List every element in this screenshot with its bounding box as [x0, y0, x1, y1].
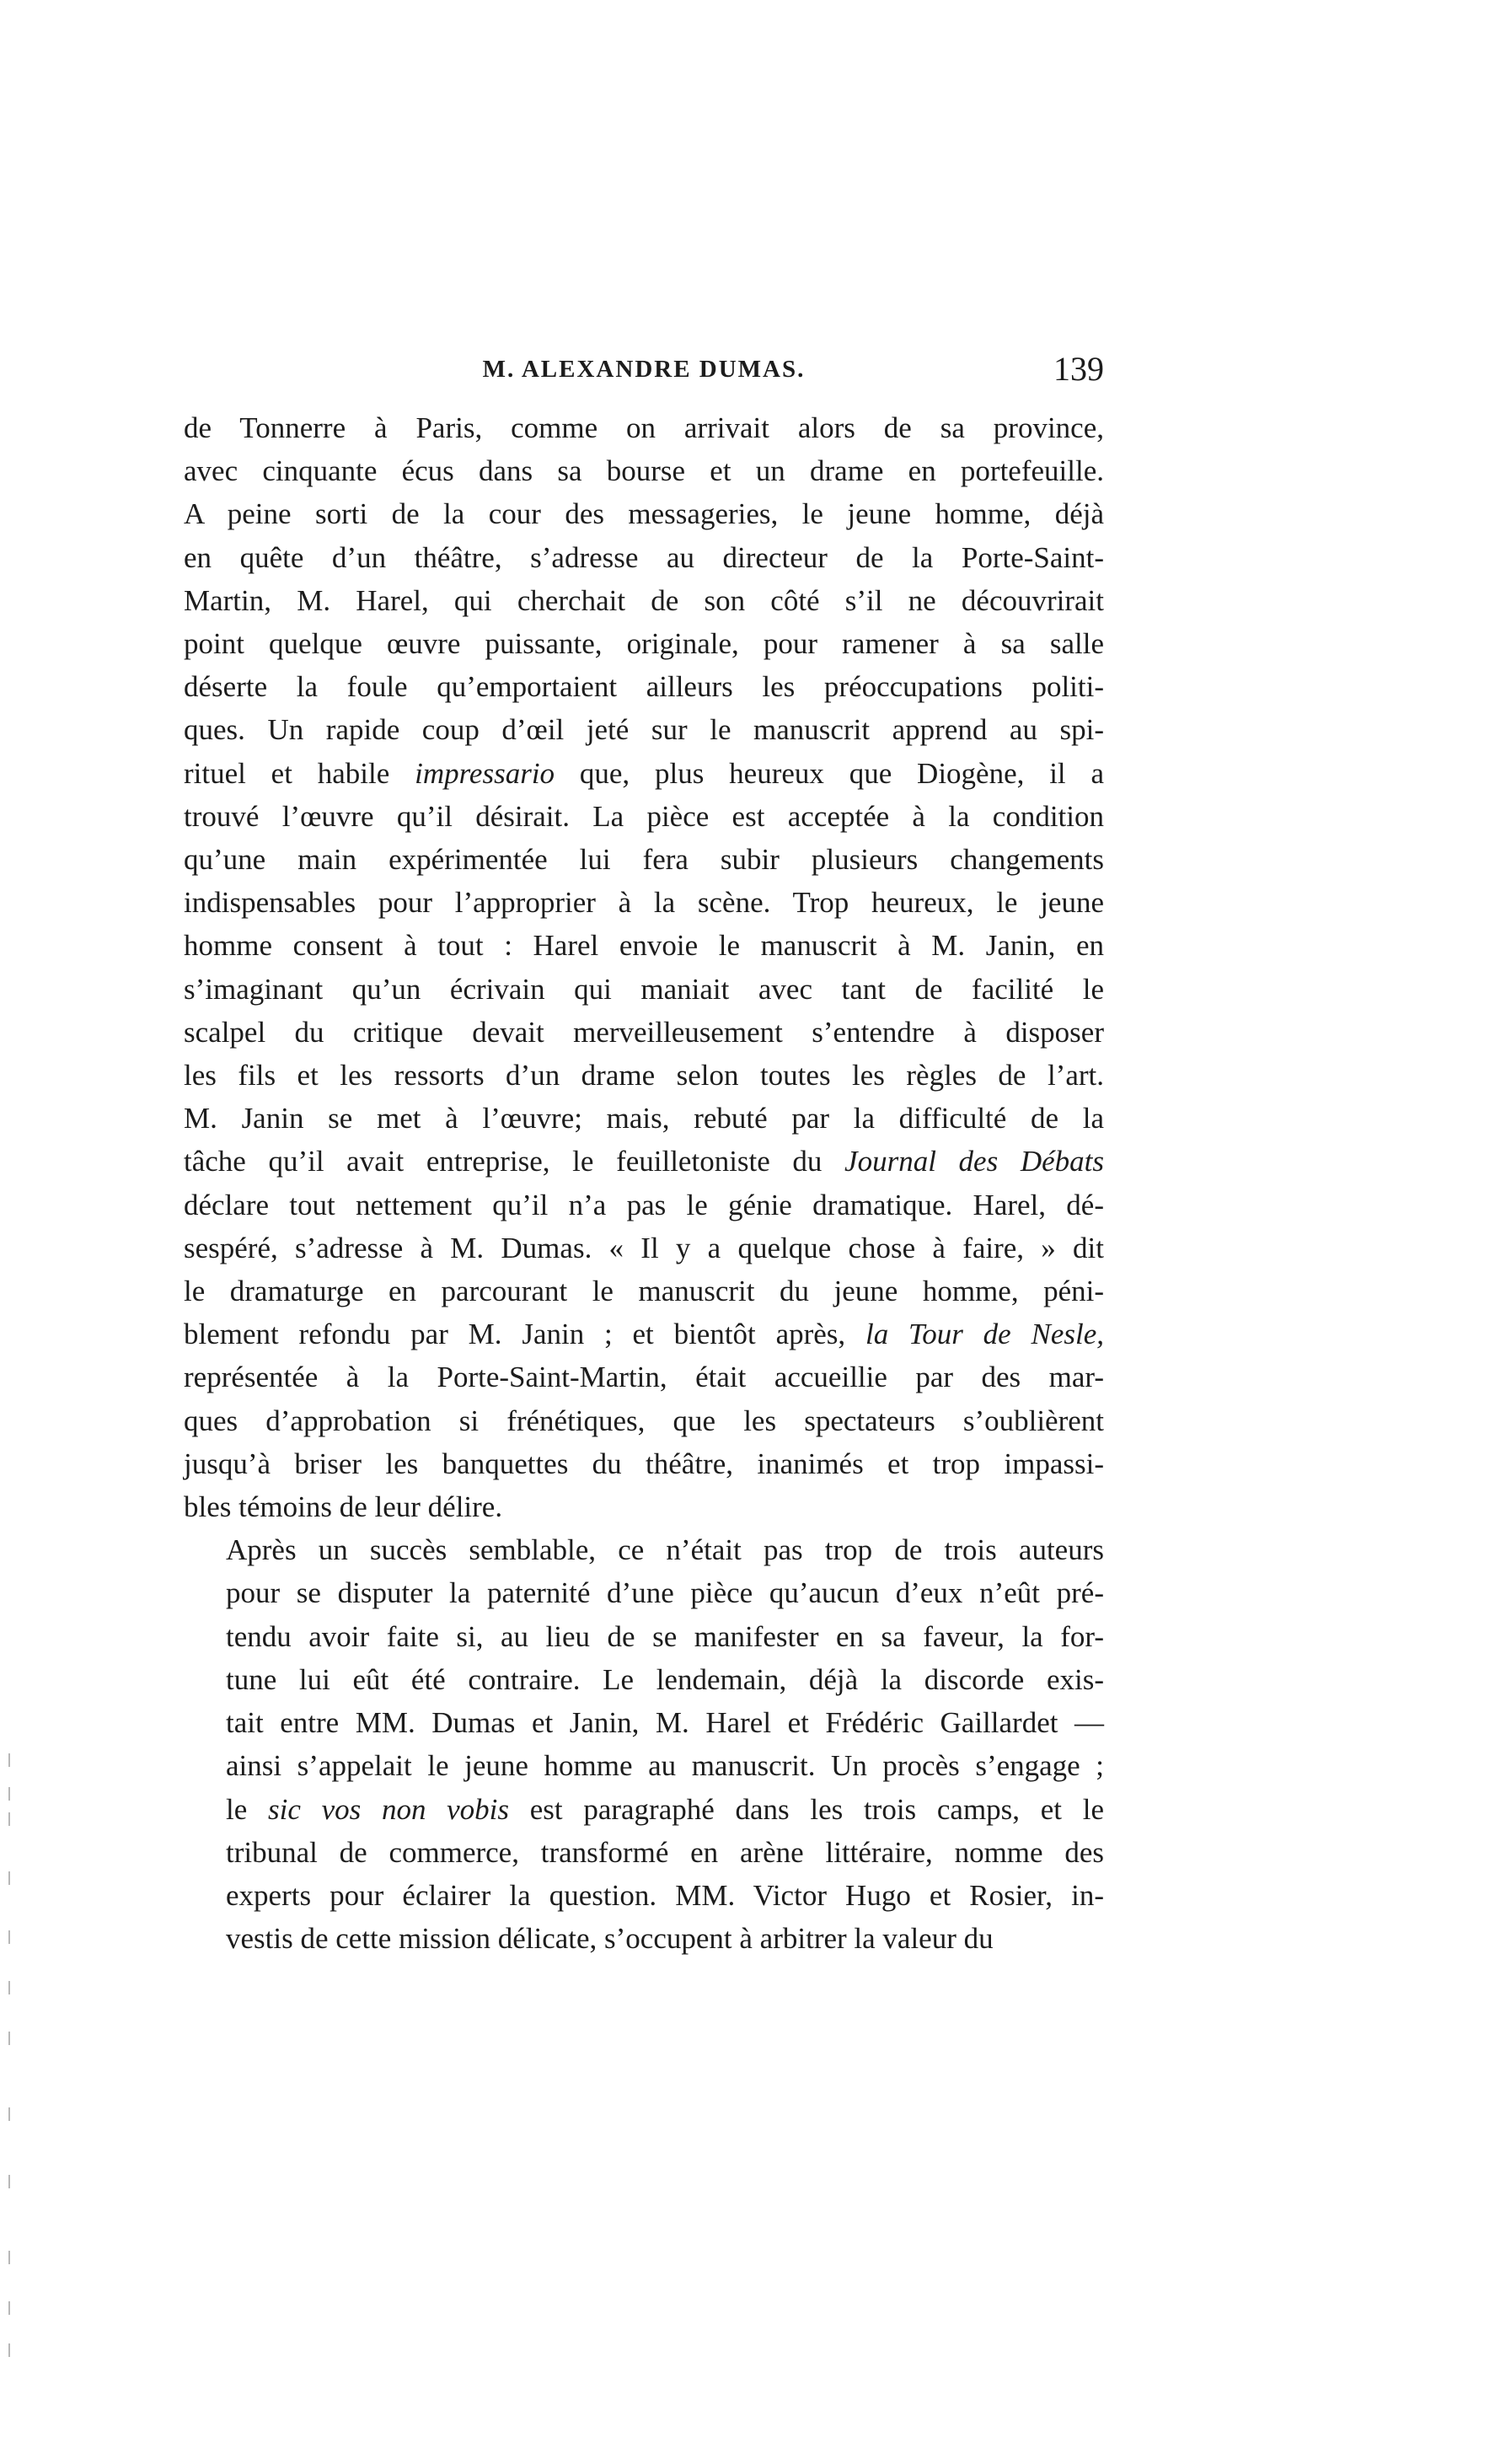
text-line	[184, 708, 1104, 751]
text-line	[184, 1744, 1104, 1787]
text-line	[184, 449, 1104, 492]
text-run: que, plus heureux que Diogène, il a	[555, 756, 1104, 790]
text-line	[184, 1528, 1104, 1571]
text-line	[184, 1399, 1104, 1442]
text-line	[184, 838, 1104, 881]
text-run: Après un succès semblable, ce n’était pas trop de trois auteurs	[226, 1533, 1104, 1567]
text-line	[184, 1227, 1104, 1270]
text-line	[184, 1355, 1104, 1398]
text-line	[184, 752, 1104, 795]
running-head	[184, 349, 1104, 400]
text-line	[184, 536, 1104, 579]
text-run: trouvé l’œuvre qu’il désirait. La pièce est acceptée à la condition	[184, 799, 1104, 833]
book-page	[184, 349, 1104, 1960]
italic-text: sic vos non vobis	[267, 1792, 510, 1826]
text-run: pour se disputer la paternité d’une pièce qu’aucun d’eux n’eût pré-	[226, 1576, 1104, 1610]
scan-mark	[8, 2175, 10, 2188]
text-run: ainsi s’appelait le jeune homme au manuscrit. Un procès s’engage ;	[226, 1749, 1104, 1783]
text-run: déserte la foule qu’emportaient ailleurs les préoccupations politi-	[184, 670, 1104, 704]
text-line	[184, 1615, 1104, 1658]
text-run: tribunal de commerce, transformé en arène littéraire, nomme des	[226, 1835, 1104, 1869]
text-line	[184, 1184, 1104, 1227]
text-line	[184, 665, 1104, 708]
text-run: vestis de cette mission délicate, s’occupent à arbitrer la valeur du	[226, 1922, 994, 1956]
scan-mark	[8, 1753, 10, 1767]
text-run: blement refondu par M. Janin ; et bientôt après,	[184, 1318, 865, 1351]
scan-mark	[8, 1981, 10, 1994]
running-head-title: M. ALEXANDRE DUMAS.	[482, 356, 806, 383]
text-line	[184, 968, 1104, 1011]
scan-mark	[8, 1787, 10, 1801]
text-run: le	[226, 1792, 268, 1826]
text-run: indispensables pour l’approprier à la scène. Trop heureux, le jeune	[184, 886, 1104, 920]
scan-mark	[8, 1930, 10, 1944]
text-run: tendu avoir faite si, au lieu de se manifester en sa faveur, la for-	[226, 1619, 1104, 1653]
scan-mark	[8, 2301, 10, 2315]
italic-text: la Tour de Nesle,	[865, 1318, 1105, 1351]
text-run: Martin, M. Harel, qui cherchait de son côté s’il ne découvrirait	[184, 583, 1104, 617]
text-run: est paragraphé dans les trois camps, et le	[509, 1792, 1104, 1826]
text-line	[184, 579, 1104, 622]
text-run: le dramaturge en parcourant le manuscrit du jeune homme, péni-	[184, 1275, 1104, 1308]
body-text	[184, 406, 1104, 1960]
italic-text: Journal des Débats	[844, 1145, 1104, 1178]
text-run: experts pour éclairer la question. MM. Victor Hugo et Rosier, in-	[226, 1878, 1104, 1912]
scan-mark	[8, 2251, 10, 2264]
text-line	[184, 1831, 1104, 1874]
scan-mark	[8, 1812, 10, 1826]
scan-mark	[8, 2032, 10, 2045]
scan-mark	[8, 2343, 10, 2357]
text-line	[184, 1701, 1104, 1744]
text-run: avec cinquante écus dans sa bourse et un drame en portefeuille.	[184, 454, 1104, 488]
text-line	[184, 1658, 1104, 1701]
text-line	[184, 1011, 1104, 1054]
text-line	[184, 1054, 1104, 1097]
text-line	[184, 1874, 1104, 1917]
text-run: rituel et habile	[184, 756, 415, 790]
italic-text: impressario	[415, 756, 555, 790]
scan-margin-marks	[8, 1753, 12, 2360]
paragraph	[184, 406, 1104, 1528]
text-run: tune lui eût été contraire. Le lendemain, déjà la discorde exis-	[226, 1662, 1104, 1696]
text-line	[184, 1097, 1104, 1140]
text-run: M. Janin se met à l’œuvre; mais, rebuté par la difficulté de la	[184, 1102, 1104, 1135]
scan-mark	[8, 2107, 10, 2121]
scan-mark	[8, 1871, 10, 1885]
text-line	[184, 795, 1104, 838]
text-run: de Tonnerre à Paris, comme on arrivait alors de sa province,	[184, 411, 1104, 444]
text-run: qu’une main expérimentée lui fera subir plusieurs changements	[184, 843, 1104, 877]
text-run: tait entre MM. Dumas et Janin, M. Harel et Frédéric Gaillardet —	[226, 1706, 1104, 1740]
text-line	[184, 622, 1104, 665]
text-line	[184, 924, 1104, 967]
text-line	[184, 1917, 1104, 1960]
text-line	[184, 1270, 1104, 1313]
text-run: A peine sorti de la cour des messageries, le jeune homme, déjà	[184, 497, 1104, 531]
text-run: s’imaginant qu’un écrivain qui maniait avec tant de facilité le	[184, 972, 1104, 1006]
text-line	[184, 492, 1104, 535]
text-run: en quête d’un théâtre, s’adresse au directeur de la Porte-Saint-	[184, 540, 1104, 574]
text-run: déclare tout nettement qu’il n’a pas le génie dramatique. Harel, dé-	[184, 1188, 1104, 1221]
text-line	[184, 1571, 1104, 1614]
text-run: ques. Un rapide coup d’œil jeté sur le manuscrit apprend au spi-	[184, 713, 1104, 747]
text-line	[184, 1140, 1104, 1183]
text-line	[184, 881, 1104, 924]
text-line	[184, 1442, 1104, 1485]
text-line	[184, 1788, 1104, 1831]
text-run: bles témoins de leur délire.	[184, 1490, 503, 1524]
text-run: scalpel du critique devait merveilleusement s’entendre à disposer	[184, 1015, 1104, 1049]
text-line	[184, 1313, 1104, 1355]
text-line	[184, 1485, 1104, 1528]
text-run: tâche qu’il avait entreprise, le feuilletoniste du	[184, 1145, 845, 1178]
text-run: jusqu’à briser les banquettes du théâtre, inanimés et trop impassi-	[184, 1447, 1104, 1480]
text-run: homme consent à tout : Harel envoie le manuscrit à M. Janin, en	[184, 929, 1104, 963]
text-run: représentée à la Porte-Saint-Martin, était accueillie par des mar-	[184, 1361, 1104, 1394]
text-run: sespéré, s’adresse à M. Dumas. « Il y a quelque chose à faire, » dit	[184, 1231, 1104, 1264]
text-line	[184, 406, 1104, 449]
text-run: point quelque œuvre puissante, originale, pour ramener à sa salle	[184, 627, 1104, 661]
text-run: les fils et les ressorts d’un drame selon toutes les règles de l’art.	[184, 1059, 1104, 1092]
paragraph	[184, 1528, 1104, 1960]
text-run: ques d’approbation si frénétiques, que les spectateurs s’oublièrent	[184, 1404, 1104, 1437]
page-number: 139	[1053, 350, 1104, 388]
